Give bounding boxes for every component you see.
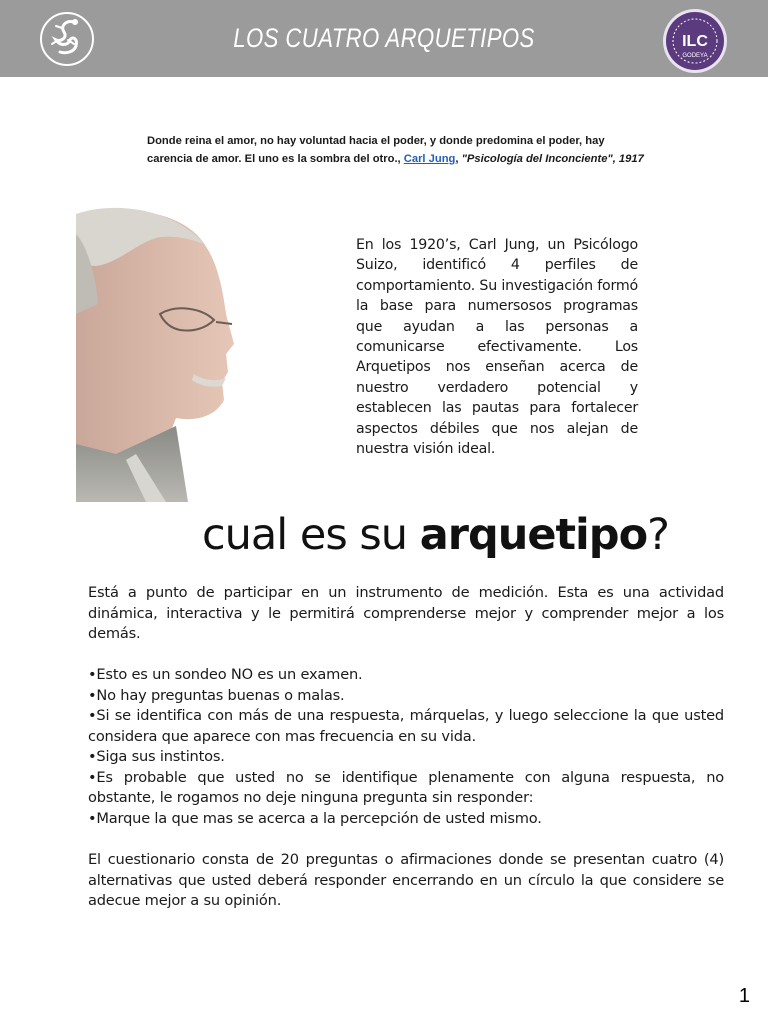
page-number: 1 [738,985,750,1007]
list-item: •No hay preguntas buenas o malas. [88,686,345,704]
intro-paragraph: En los 1920’s, Carl Jung, un Psicólogo Suizo, identificó 4 perfiles de comportamiento. Su investigación formó la base para numersosos programas que ayudan a las personas a comunicarse efectivamente. Los Arquetipos nos enseñan acerca de nuestro verdadero potencial y establecen las pautas para fortalecer aspectos débiles que nos alejan de nuestra visión ideal. [356,237,638,458]
ilc-seal-logo-icon [662,8,728,74]
questionnaire-description: El cuestionario consta de 20 preguntas o afirmaciones donde se presentan cuatro (4) alternativas que usted deberá responder encerrando en un círculo la que considere se adecue mejor a su opinión. [88,851,724,909]
header-bar [0,0,768,77]
instructions-paragraph: Está a punto de participar en un instrumento de medición. Esta es una actividad dinámica, interactiva y le permitirá comprenderse mejor y comprender mejor a los demás. [88,584,724,642]
list-item: •Marque la que mas se acerca a la percepción de usted mismo. [88,809,542,827]
quote-separator: , [455,153,462,165]
section-heading [202,500,722,570]
list-item: •Esto es un sondeo NO es un examen. [88,666,363,683]
carl-jung-portrait [76,204,236,502]
list-item: •Es probable que usted no se identifique plenamente con alguna respuesta, no obstante, le rogamos no deje ninguna pregunta sin responder: [88,768,724,806]
list-item: •Siga sus instintos. [88,748,225,765]
instructions-list [88,665,724,829]
seal-subtext: GODEYA [682,53,708,59]
seal-text: ILC [682,33,708,50]
heading-question-mark: ? [647,510,669,560]
quote-text: Donde reina el amor, no hay voluntad hacia el poder, y donde predomina el poder, hay carencia de amor. El uno es la sombra del otro., [147,135,605,165]
heading-light-part: cual es su [202,510,420,560]
epigraph-quote [147,132,647,168]
heading-bold-part: arquetipo [419,510,648,560]
list-item: •Si se identifica con más de una respuesta, márquelas, y luego seleccione la que usted considera que aparece con mas frecuencia en su vida. [88,707,724,745]
page-title: LOS CUATRO ARQUETIPOS [233,23,535,53]
quote-source: "Psicología del Inconciente", 1917 [461,153,644,165]
carl-jung-link[interactable]: Carl Jung [403,153,456,165]
